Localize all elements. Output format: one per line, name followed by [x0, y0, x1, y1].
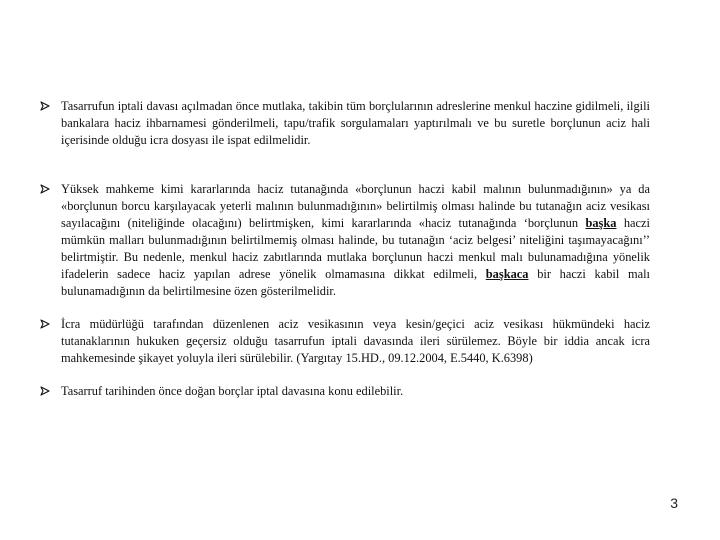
- arrowhead-bullet-icon: [40, 383, 54, 400]
- underlined-emphasis: başka: [585, 216, 617, 230]
- bullet-text: Yüksek mahkeme kimi kararlarında haciz tutanağında «borçlunun haczi kabil malının bulunmadığının» ya da «borçlunun borcu karşılayacak yeterli malının bulunmadığının» belirtilmiş olması halinde bu tutanağın aciz vesikası sayılacağını (niteliğinde olacağını) belirtmişken, kimi kararlarında «haciz tutanağında ‘borçlunun: [61, 182, 650, 230]
- underlined-emphasis: başkaca: [485, 267, 529, 281]
- arrowhead-bullet-icon: [40, 181, 54, 198]
- bullet-text: haczi mümkün malları bulunmadığının belirtilmemiş olması halinde, bu tutanağın ‘aciz belgesi’ niteliğini taşımayacağını’’ belirtmiştir. Bu nedenle, menkul haciz zabıtlarında mutlaka borçlunun haczi menkul malı bulunamadığına yönelik ifadelerin sadece haciz yapılan adrese yönelik olmamasına dikkat edilmeli,: [61, 216, 650, 281]
- bullet-text: bir haczi kabil malı bulunamadığının da belirtilmesine özen gösterilmelidir.: [61, 267, 650, 298]
- bullet-text: Tasarruf tarihinden önce doğan borçlar iptal davasına konu edilebilir.: [61, 384, 404, 398]
- bullet-text: Tasarrufun iptali davası açılmadan önce mutlaka, takibin tüm borçlularının adreslerine menkul haczine gidilmeli, ilgili bankalara haciz ihbarnamesi gönderilmeli, tapu/trafik sorgulamaları yaptırılmalı ve bu suretle borçlunun aciz hali içerisinde olduğu icra dosyası ile ispat edilmelidir.: [61, 99, 650, 147]
- bullet-list: [40, 98, 650, 400]
- arrowhead-bullet-icon: [40, 316, 54, 333]
- bullet-item: [40, 316, 650, 367]
- arrowhead-bullet-icon: [40, 98, 54, 115]
- bullet-item: [40, 181, 650, 300]
- bullet-item: [40, 383, 650, 400]
- bullet-text: İcra müdürlüğü tarafından düzenlenen aciz vesikasının veya kesin/geçici aciz vesikası hükmündeki haciz tutanaklarının hukuken geçersiz olduğu tasarrufun iptali davasında ileri sürülemez. Böyle bir iddia ancak icra mahkemesinde şikayet yoluyla ileri sürülebilir. (Yargıtay 15.HD., 09.12.2004, E.5440, K.6398): [61, 317, 650, 365]
- page-number: 3: [670, 495, 678, 511]
- bullet-item: [40, 98, 650, 149]
